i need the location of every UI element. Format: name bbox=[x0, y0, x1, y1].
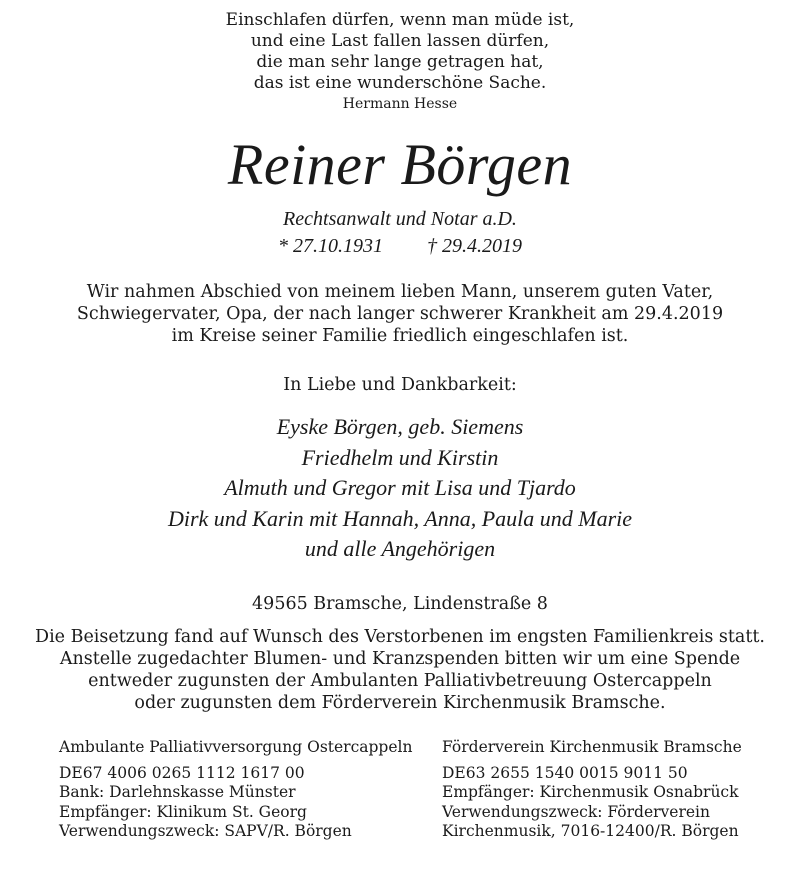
family-list bbox=[0, 412, 800, 565]
bank-details-palliative bbox=[59, 738, 412, 842]
thanks-line: In Liebe und Dankbarkeit: bbox=[283, 375, 517, 395]
bank-recipient: Empfänger: Kirchenmusik Osnabrück bbox=[442, 783, 739, 801]
funeral-notice bbox=[0, 626, 800, 714]
bank-name: Bank: Darlehnskasse Münster bbox=[59, 783, 296, 801]
funeral-line: oder zugunsten dem Förderverein Kirchenmusik Bramsche. bbox=[134, 693, 666, 713]
funeral-line: Anstelle zugedachter Blumen- und Kranzspenden bitten wir um eine Spende bbox=[59, 649, 741, 669]
quote-line: die man sehr lange getragen hat, bbox=[256, 52, 544, 72]
family-address: 49565 Bramsche, Lindenstraße 8 bbox=[252, 594, 548, 614]
bank-heading: Ambulante Palliativversorgung Ostercappeln bbox=[59, 738, 413, 756]
deceased-name: Reiner Börgen bbox=[227, 132, 573, 197]
family-member: Dirk und Karin mit Hannah, Anna, Paula und Marie bbox=[167, 505, 633, 531]
hesse-quote bbox=[0, 10, 800, 114]
family-member: Almuth und Gregor mit Lisa und Tjardo bbox=[224, 475, 576, 500]
quote-author: Hermann Hesse bbox=[342, 96, 458, 112]
birth-date: * 27.10.1931 bbox=[278, 235, 383, 257]
family-member: Eyske Börgen, geb. Siemens bbox=[276, 414, 524, 439]
bank-heading: Förderverein Kirchenmusik Bramsche bbox=[442, 738, 742, 756]
bank-recipient: Empfänger: Klinikum St. Georg bbox=[59, 802, 307, 821]
deceased-title: Rechtsanwalt und Notar a.D. bbox=[283, 208, 517, 230]
announcement-text bbox=[0, 281, 800, 347]
quote-line: und eine Last fallen lassen dürfen, bbox=[250, 31, 550, 51]
bank-iban: DE67 4006 0265 1112 1617 00 bbox=[59, 763, 305, 782]
death-date: † 29.4.2019 bbox=[427, 235, 522, 257]
bank-purpose: Verwendungszweck: SAPV/R. Börgen bbox=[59, 822, 352, 840]
bank-purpose: Verwendungszweck: Förderverein bbox=[442, 802, 710, 821]
bank-iban: DE63 2655 1540 0015 9011 50 bbox=[442, 763, 688, 782]
announcement-line: Schwiegervater, Opa, der nach langer schwerer Krankheit am 29.4.2019 bbox=[76, 304, 724, 324]
family-member: und alle Angehörigen bbox=[304, 536, 496, 561]
quote-line: Einschlafen dürfen, wenn man müde ist, bbox=[225, 10, 575, 30]
family-member: Friedhelm und Kirstin bbox=[301, 444, 499, 470]
life-dates bbox=[0, 233, 800, 259]
announcement-line: Wir nahmen Abschied von meinem lieben Mann, unserem guten Vater, bbox=[86, 282, 714, 302]
bank-details-kirchenmusik bbox=[442, 738, 742, 842]
bank-purpose-cont: Kirchenmusik, 7016-12400/R. Börgen bbox=[442, 822, 739, 840]
funeral-line: Die Beisetzung fand auf Wunsch des Verstorbenen im engsten Familienkreis statt. bbox=[35, 627, 765, 647]
announcement-line: im Kreise seiner Familie friedlich eingeschlafen ist. bbox=[171, 326, 629, 346]
funeral-line: entweder zugunsten der Ambulanten Palliativbetreuung Ostercappeln bbox=[88, 671, 712, 691]
quote-line: das ist eine wunderschöne Sache. bbox=[253, 73, 547, 93]
